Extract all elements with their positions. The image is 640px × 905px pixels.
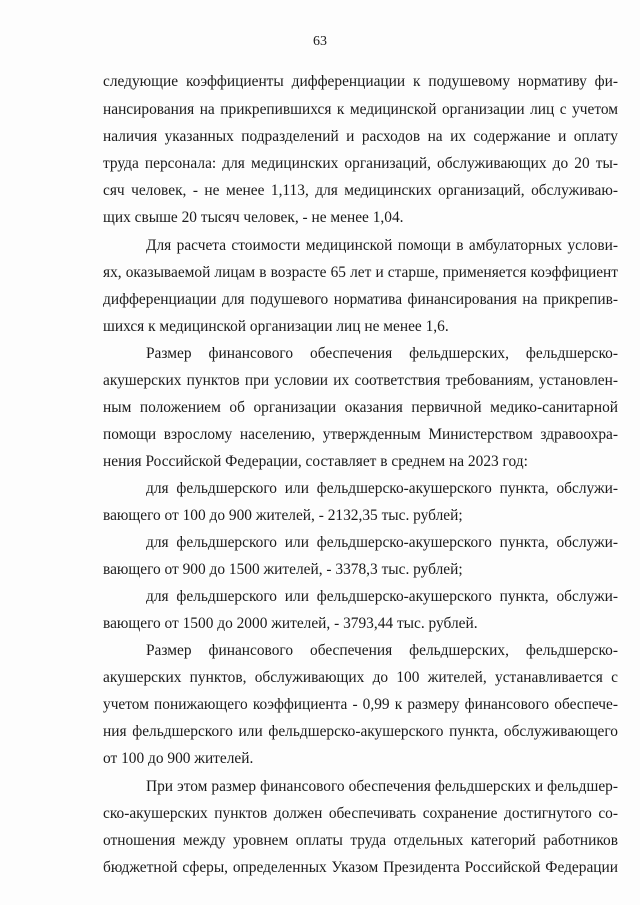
text-line: акушерских пунктов при условии их соответствия требованиям, установлен- [103, 372, 618, 389]
text-line: ско-акушерских пунктов должен обеспечивать сохранение достигнутого со- [103, 805, 618, 822]
text-line: учетом понижающего коэффициента - 0,99 к размеру финансового обеспече- [103, 696, 618, 713]
page-number: 63 [313, 34, 327, 49]
text-line: бюджетной сферы, определенных Указом Президента Российской Федерации [103, 859, 618, 876]
text-line: вающего от 900 до 1500 жителей, - 3378,3 тыс. рублей; [103, 561, 463, 578]
text-line: шихся к медицинской организации лиц не менее 1,6. [103, 318, 449, 335]
text-line: для фельдшерского или фельдшерско-акушерского пункта, обслужи- [146, 534, 618, 551]
text-line: дифференциации для подушевого норматива финансирования на прикрепив- [103, 291, 618, 308]
text-line: следующие коэффициенты дифференциации к подушевому нормативу фи- [103, 73, 618, 90]
text-line: отношения между уровнем оплаты труда отдельных категорий работников [103, 832, 618, 849]
text-line: ным положением об организации оказания первичной медико-санитарной [103, 399, 618, 416]
text-line: помощи взрослому населению, утвержденным Министерством здравоохра- [103, 426, 618, 443]
text-line: для фельдшерского или фельдшерско-акушерского пункта, обслужи- [146, 588, 618, 605]
text-line: от 100 до 900 жителей. [103, 750, 254, 767]
text-line: щих свыше 20 тысяч человек, - не менее 1,04. [103, 209, 404, 226]
text-line: акушерских пунктов, обслуживающих до 100 жителей, устанавливается с [103, 669, 618, 686]
text-line: вающего от 100 до 900 жителей, - 2132,35 тыс. рублей; [103, 507, 463, 524]
text-line: наличия указанных подразделений и расходов на их содержание и оплату [103, 128, 618, 145]
text-line: Для расчета стоимости медицинской помощи в амбулаторных услови- [146, 237, 618, 254]
text-line: вающего от 1500 до 2000 жителей, - 3793,44 тыс. рублей. [103, 615, 478, 632]
text-line: ях, оказываемой лицам в возрасте 65 лет и старше, применяется коэффициент [103, 264, 618, 281]
text-line: для фельдшерского или фельдшерско-акушерского пункта, обслужи- [146, 480, 618, 497]
text-line: Размер финансового обеспечения фельдшерских, фельдшерско- [146, 642, 618, 659]
text-line: сяч человек, - не менее 1,113, для медицинских организаций, обслуживаю- [103, 182, 618, 199]
text-line: При этом размер финансового обеспечения фельдшерских и фельдшер- [146, 778, 618, 795]
text-line: нения Российской Федерации, составляет в среднем на 2023 год: [103, 453, 528, 470]
text-line: ния фельдшерского или фельдшерско-акушерского пункта, обслуживающего [103, 723, 618, 740]
text-line: Размер финансового обеспечения фельдшерских, фельдшерско- [146, 345, 618, 362]
text-line: труда персонала: для медицинских организаций, обслуживающих до 20 ты- [103, 155, 618, 172]
text-line: нансирования на прикрепившихся к медицинской организации лиц с учетом [103, 101, 618, 118]
